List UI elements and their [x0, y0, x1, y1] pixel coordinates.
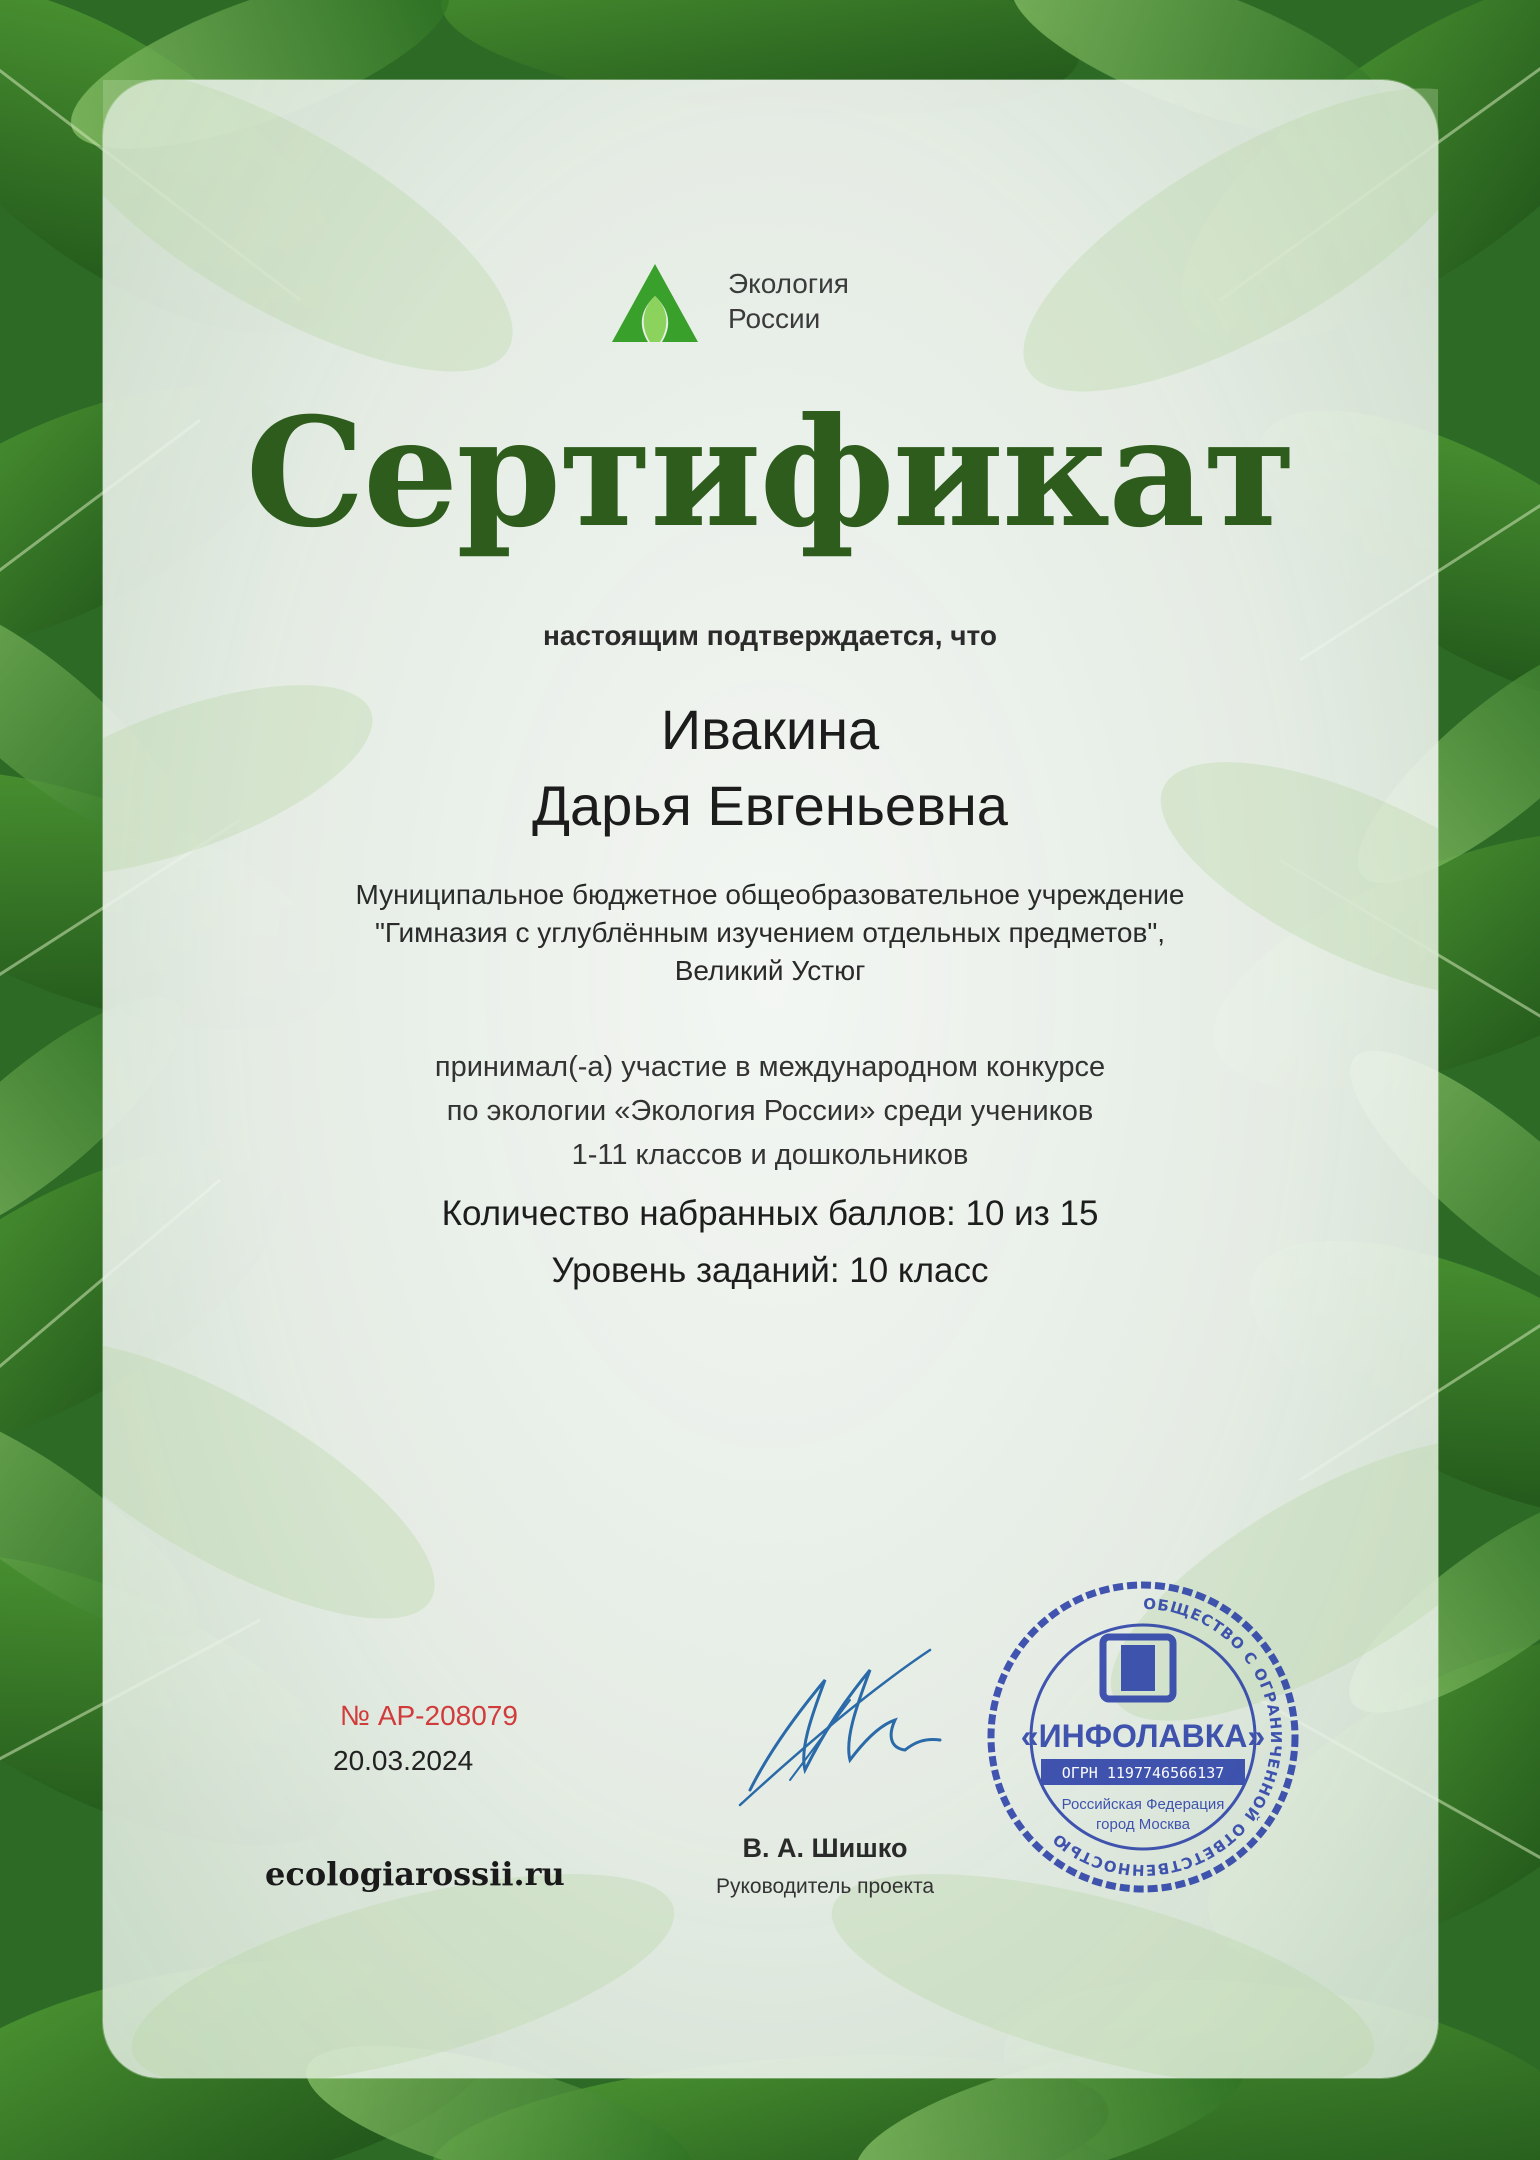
- stamp-country: Российская Федерация: [1061, 1796, 1225, 1813]
- results: [0, 1185, 1540, 1299]
- logo-text-line2: России: [728, 303, 821, 334]
- company-stamp: [983, 1577, 1303, 1897]
- school-line-1: Муниципальное бюджетное общеобразовательное учреждение: [355, 879, 1185, 910]
- participation-text: [0, 1045, 1540, 1177]
- certificate-title: Сертификат: [245, 385, 1295, 561]
- stamp-ogrn: ОГРН 1197746566137: [1061, 1764, 1225, 1782]
- school-info: [0, 876, 1540, 990]
- participation-line-2: по экологии «Экология России» среди учеников: [446, 1095, 1094, 1127]
- recipient-given-names: Дарья Евгеньевна: [532, 774, 1008, 837]
- school-line-3: Великий Устюг: [674, 955, 866, 986]
- leaf-logo-icon: [610, 262, 700, 346]
- certificate-date: 20.03.2024: [333, 1745, 474, 1776]
- certificate-number: № АР-208079: [340, 1700, 518, 1731]
- certificate-subtitle: настоящим подтверждается, что: [542, 620, 997, 651]
- recipient-name: [0, 692, 1540, 844]
- level-line: Уровень заданий: 10 класс: [551, 1251, 989, 1290]
- signature-icon: [730, 1630, 950, 1820]
- stamp-company: «ИНФОЛАВКА»: [1020, 1718, 1266, 1754]
- brand-logo: [610, 262, 890, 342]
- signer-name: В. А. Шишко: [742, 1833, 908, 1863]
- recipient-surname: Ивакина: [660, 698, 880, 761]
- stamp-ring-text: ОБЩЕСТВО С ОГРАНИЧЕННОЙ ОТВЕТСТВЕННОСТЬЮ: [1048, 1594, 1286, 1880]
- website-label: ecologiarossii.ru: [265, 1855, 565, 1893]
- school-line-2: "Гимназия с углублённым изучением отдельных предметов",: [374, 917, 1166, 948]
- participation-line-3: 1-11 классов и дошкольников: [571, 1139, 969, 1171]
- score-line: Количество набранных баллов: 10 из 15: [441, 1194, 1099, 1233]
- participation-line-1: принимал(-а) участие в международном конкурсе: [434, 1051, 1106, 1083]
- signer-role: Руководитель проекта: [715, 1875, 935, 1898]
- stamp-city: город Москва: [1096, 1816, 1190, 1833]
- logo-text-line1: Экология: [728, 268, 849, 299]
